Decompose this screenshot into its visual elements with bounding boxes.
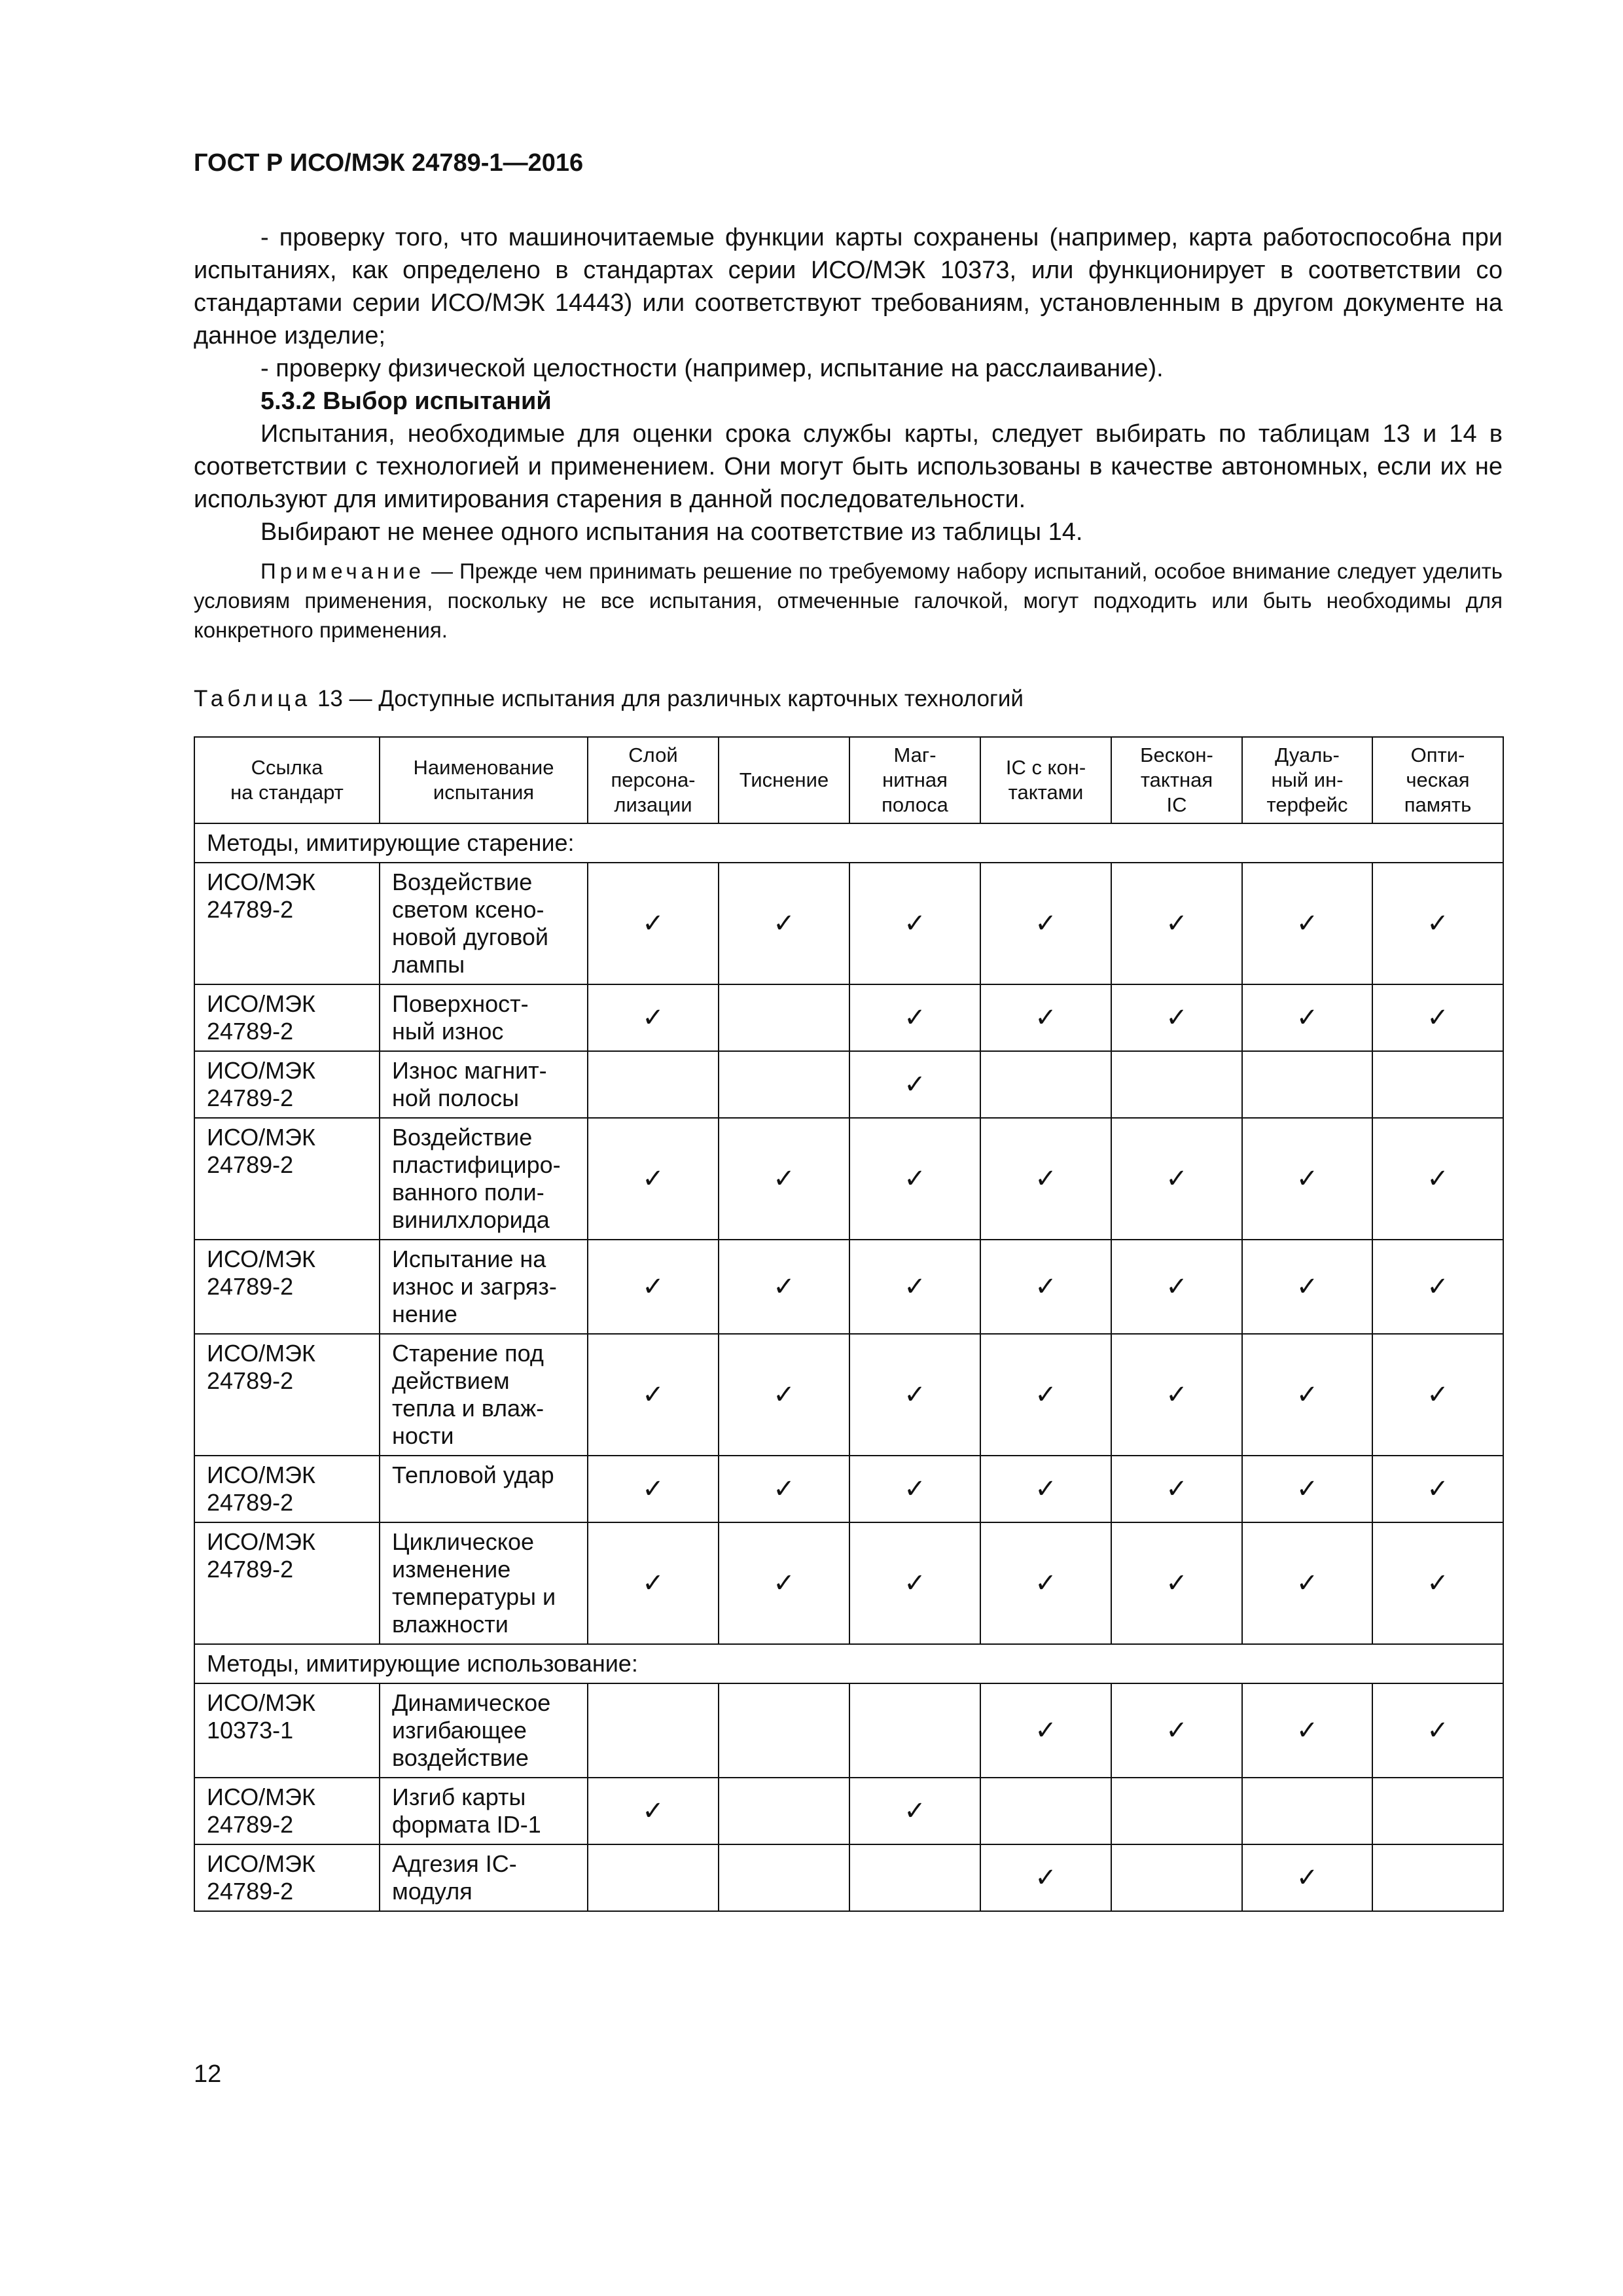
checkmark-icon: ✓: [642, 1164, 664, 1193]
check-cell: [719, 1844, 849, 1911]
group-header-row: [194, 823, 1503, 863]
column-header: [849, 737, 980, 823]
standard-reference-line: 24789-2: [207, 1085, 294, 1111]
check-cell: [1111, 1778, 1242, 1844]
column-header: [719, 737, 849, 823]
group-title: Методы, имитирующие использование:: [194, 1644, 1503, 1683]
standard-reference-cell: [194, 1683, 380, 1778]
column-header: [380, 737, 588, 823]
standard-reference-line: ИСО/МЭК: [207, 1784, 315, 1810]
check-cell: [849, 1522, 980, 1644]
check-cell: [1372, 1522, 1503, 1644]
checkmark-icon: ✓: [773, 909, 795, 938]
checkmark-icon: ✓: [1035, 1003, 1057, 1032]
standard-reference-line: 24789-2: [207, 1556, 294, 1583]
check-cell: [719, 1522, 849, 1644]
tests-table: [194, 736, 1504, 1912]
checkmark-icon: ✓: [1166, 1475, 1188, 1503]
checkmark-icon: ✓: [1166, 1164, 1188, 1193]
column-header: [980, 737, 1111, 823]
test-name-line: ванного поли-: [392, 1179, 544, 1206]
check-cell: [980, 1240, 1111, 1334]
table-caption: [194, 686, 1024, 712]
checkmark-icon: ✓: [1427, 1003, 1449, 1032]
standard-reference-cell: [194, 1456, 380, 1522]
test-name-cell: [380, 1051, 588, 1118]
checkmark-icon: ✓: [1296, 1164, 1319, 1193]
test-name-line: лампы: [392, 951, 465, 978]
column-header: [1111, 737, 1242, 823]
standard-reference-line: ИСО/МЭК: [207, 869, 315, 895]
checkmark-icon: ✓: [642, 909, 664, 938]
check-cell: [1242, 1522, 1372, 1644]
test-name-line: ности: [392, 1422, 454, 1449]
page-number: 12: [194, 2060, 222, 2088]
checkmark-icon: ✓: [904, 1272, 926, 1301]
column-header-line: IC: [1166, 793, 1187, 816]
checkmark-icon: ✓: [642, 1272, 664, 1301]
checkmark-icon: ✓: [904, 1797, 926, 1825]
checkmark-icon: ✓: [1166, 1003, 1188, 1032]
test-name-line: тепла и влаж-: [392, 1395, 544, 1422]
check-cell: [1372, 984, 1503, 1051]
checkmark-icon: ✓: [904, 1569, 926, 1598]
check-cell: [719, 1240, 849, 1334]
checkmark-icon: ✓: [904, 1070, 926, 1099]
check-cell: [849, 1334, 980, 1456]
check-cell: [849, 863, 980, 984]
check-cell: [719, 1118, 849, 1240]
test-name-cell: [380, 1118, 588, 1240]
column-header-line: ный ин-: [1271, 768, 1344, 791]
check-cell: [980, 1456, 1111, 1522]
column-header-line: Ссылка: [251, 756, 323, 779]
test-name-line: изгибающее: [392, 1717, 527, 1744]
test-name-line: Адгезия IC-: [392, 1850, 517, 1877]
group-title: Методы, имитирующие старение:: [194, 823, 1503, 863]
standard-reference-line: 24789-2: [207, 1367, 294, 1394]
table-row: [194, 984, 1503, 1051]
test-name-line: Износ магнит-: [392, 1057, 547, 1084]
standard-reference-cell: [194, 1778, 380, 1844]
checkmark-icon: ✓: [1166, 1716, 1188, 1745]
test-name-cell: [380, 863, 588, 984]
checkmark-icon: ✓: [773, 1380, 795, 1409]
note-label: Примечание: [260, 559, 425, 583]
checkmark-icon: ✓: [1166, 1569, 1188, 1598]
table-row: [194, 1456, 1503, 1522]
checkmark-icon: ✓: [1166, 1380, 1188, 1409]
test-name-line: Динамическое: [392, 1689, 551, 1716]
test-name-line: формата ID-1: [392, 1811, 541, 1838]
standard-reference-cell: [194, 984, 380, 1051]
checkmark-icon: ✓: [1296, 1272, 1319, 1301]
check-cell: [1372, 863, 1503, 984]
test-name-cell: [380, 984, 588, 1051]
check-cell: [588, 1778, 719, 1844]
checkmark-icon: ✓: [1427, 1164, 1449, 1193]
checkmark-icon: ✓: [1296, 909, 1319, 938]
check-cell: [1111, 1118, 1242, 1240]
standard-reference-line: ИСО/МЭК: [207, 1340, 315, 1367]
check-cell: [980, 984, 1111, 1051]
checkmark-icon: ✓: [904, 1475, 926, 1503]
standard-reference-line: ИСО/МЭК: [207, 1528, 315, 1555]
test-name-line: Старение под: [392, 1340, 544, 1367]
check-cell: [849, 1683, 980, 1778]
table-row: [194, 1334, 1503, 1456]
column-header-line: тактами: [1008, 781, 1084, 804]
column-header: [588, 737, 719, 823]
table-row: [194, 1118, 1503, 1240]
column-header-line: память: [1404, 793, 1472, 816]
standard-reference-line: 24789-2: [207, 1489, 294, 1516]
test-name-cell: [380, 1334, 588, 1456]
check-cell: [849, 1844, 980, 1911]
standard-reference-line: 24789-2: [207, 1273, 294, 1300]
check-cell: [719, 1778, 849, 1844]
paragraph-readability-check: - проверку того, что машиночитаемые функции карты сохранены (например, карта работоспособна при испытаниях, как определено в стандартах серии ИСО/МЭК 10373, или функционирует в соответствии со стандартами серии ИСО/МЭК 14443) или соответствуют требованиям, установленным в другом документе на данное изделие;: [194, 224, 1503, 350]
check-cell: [1111, 1334, 1242, 1456]
table-caption-text: 13 — Доступные испытания для различных карточных технологий: [311, 686, 1024, 711]
standard-reference-line: ИСО/МЭК: [207, 990, 315, 1017]
column-header-line: Маг-: [893, 744, 936, 766]
standard-reference-line: ИСО/МЭК: [207, 1124, 315, 1151]
check-cell: [849, 1051, 980, 1118]
column-header-line: IC с кон-: [1005, 756, 1086, 779]
checkmark-icon: ✓: [1427, 1272, 1449, 1301]
check-cell: [980, 1334, 1111, 1456]
paragraph-min-tests: Выбирают не менее одного испытания на соответствие из таблицы 14.: [260, 518, 1083, 546]
column-header-line: Опти-: [1410, 744, 1465, 766]
check-cell: [1111, 984, 1242, 1051]
table-row: [194, 1522, 1503, 1644]
standard-reference-cell: [194, 1118, 380, 1240]
column-header-line: Бескон-: [1140, 744, 1213, 766]
checkmark-icon: ✓: [1427, 1380, 1449, 1409]
checkmark-icon: ✓: [1035, 1380, 1057, 1409]
check-cell: [1372, 1844, 1503, 1911]
column-header-line: на стандарт: [230, 781, 344, 804]
table-caption-label: Таблица: [194, 686, 312, 711]
check-cell: [719, 863, 849, 984]
check-cell: [1372, 1334, 1503, 1456]
checkmark-icon: ✓: [1296, 1863, 1319, 1892]
checkmark-icon: ✓: [1035, 1164, 1057, 1193]
standard-reference-line: ИСО/МЭК: [207, 1057, 315, 1084]
test-name-line: пластифициро-: [392, 1151, 561, 1178]
checkmark-icon: ✓: [773, 1569, 795, 1598]
test-name-line: ный износ: [392, 1018, 504, 1045]
check-cell: [980, 1522, 1111, 1644]
standard-reference-cell: [194, 1240, 380, 1334]
check-cell: [719, 1051, 849, 1118]
column-header-line: полоса: [882, 793, 948, 816]
checkmark-icon: ✓: [1296, 1003, 1319, 1032]
standard-reference-line: ИСО/МЭК: [207, 1689, 315, 1716]
check-cell: [588, 1683, 719, 1778]
check-cell: [1111, 1844, 1242, 1911]
test-name-line: светом ксено-: [392, 896, 544, 923]
column-header-line: терфейс: [1266, 793, 1348, 816]
check-cell: [719, 984, 849, 1051]
test-name-line: нение: [392, 1300, 457, 1327]
standard-reference-line: 24789-2: [207, 1811, 294, 1838]
test-name-cell: [380, 1522, 588, 1644]
check-cell: [588, 1334, 719, 1456]
check-cell: [588, 1240, 719, 1334]
column-header: [1242, 737, 1372, 823]
checkmark-icon: ✓: [1296, 1380, 1319, 1409]
column-header-line: персона-: [611, 768, 696, 791]
check-cell: [849, 1240, 980, 1334]
check-cell: [1111, 863, 1242, 984]
check-cell: [588, 1118, 719, 1240]
check-cell: [1242, 1778, 1372, 1844]
check-cell: [1242, 863, 1372, 984]
test-name-line: воздействие: [392, 1744, 529, 1771]
body-text: [194, 221, 1503, 645]
check-cell: [849, 984, 980, 1051]
table-header-row: [194, 737, 1503, 823]
test-name-line: ной полосы: [392, 1085, 520, 1111]
column-header-line: лизации: [614, 793, 692, 816]
check-cell: [1111, 1683, 1242, 1778]
check-cell: [849, 1118, 980, 1240]
test-name-line: Воздействие: [392, 869, 533, 895]
check-cell: [1242, 1456, 1372, 1522]
checkmark-icon: ✓: [1427, 1716, 1449, 1745]
standard-reference-line: ИСО/МЭК: [207, 1462, 315, 1488]
checkmark-icon: ✓: [1296, 1569, 1319, 1598]
check-cell: [849, 1456, 980, 1522]
check-cell: [588, 863, 719, 984]
paragraph-test-selection: Испытания, необходимые для оценки срока службы карты, следует выбирать по таблицам 13 и 14 в соответствии с технологией и применением. Они могут быть использованы в качестве автономных, если их не используют для имитирования старения в данной последовательности.: [194, 420, 1503, 513]
check-cell: [1372, 1778, 1503, 1844]
checkmark-icon: ✓: [1166, 1272, 1188, 1301]
test-name-line: Поверхност-: [392, 990, 529, 1017]
checkmark-icon: ✓: [642, 1797, 664, 1825]
checkmark-icon: ✓: [904, 1164, 926, 1193]
column-header-line: Тиснение: [739, 768, 829, 791]
test-name-cell: [380, 1240, 588, 1334]
document-header: ГОСТ Р ИСО/МЭК 24789-1—2016: [194, 149, 584, 177]
check-cell: [588, 984, 719, 1051]
checkmark-icon: ✓: [642, 1475, 664, 1503]
paragraph-integrity-check: - проверку физической целостности (например, испытание на расслаивание).: [260, 355, 1164, 382]
note-text: — Прежде чем принимать решение по требуемому набору испытаний, особое внимание следует уделить условиям применения, поскольку не все испытания, отмеченные галочкой, могут подходить или быть необходимы для конкретного применения.: [194, 559, 1503, 642]
check-cell: [980, 1118, 1111, 1240]
column-header: [1372, 737, 1503, 823]
standard-reference-line: 24789-2: [207, 1018, 294, 1045]
checkmark-icon: ✓: [642, 1569, 664, 1598]
check-cell: [1372, 1051, 1503, 1118]
checkmark-icon: ✓: [773, 1272, 795, 1301]
column-header-line: ческая: [1406, 768, 1470, 791]
check-cell: [1242, 1844, 1372, 1911]
check-cell: [719, 1683, 849, 1778]
test-name-cell: [380, 1683, 588, 1778]
group-header-row: [194, 1644, 1503, 1683]
test-name-line: влажности: [392, 1611, 508, 1638]
check-cell: [1111, 1522, 1242, 1644]
checkmark-icon: ✓: [904, 1003, 926, 1032]
check-cell: [588, 1456, 719, 1522]
table-row: [194, 1844, 1503, 1911]
test-name-cell: [380, 1778, 588, 1844]
standard-reference-line: 10373-1: [207, 1717, 294, 1744]
table-row: [194, 1683, 1503, 1778]
column-header-line: Слой: [628, 744, 678, 766]
column-header: [194, 737, 380, 823]
column-header-line: нитная: [882, 768, 948, 791]
check-cell: [588, 1522, 719, 1644]
check-cell: [980, 1683, 1111, 1778]
table-row: [194, 1240, 1503, 1334]
check-cell: [1372, 1118, 1503, 1240]
section-heading: 5.3.2 Выбор испытаний: [260, 387, 552, 415]
check-cell: [1111, 1240, 1242, 1334]
checkmark-icon: ✓: [642, 1380, 664, 1409]
test-name-line: Циклическое: [392, 1528, 534, 1555]
test-name-line: Воздействие: [392, 1124, 533, 1151]
checkmark-icon: ✓: [1427, 1569, 1449, 1598]
check-cell: [980, 1051, 1111, 1118]
check-cell: [1242, 1240, 1372, 1334]
column-header-line: Наименование: [413, 756, 554, 779]
check-cell: [849, 1778, 980, 1844]
test-name-line: температуры и: [392, 1583, 556, 1610]
checkmark-icon: ✓: [1035, 1716, 1057, 1745]
check-cell: [1372, 1456, 1503, 1522]
test-name-line: износ и загряз-: [392, 1273, 557, 1300]
check-cell: [1111, 1051, 1242, 1118]
table-row: [194, 863, 1503, 984]
checkmark-icon: ✓: [642, 1003, 664, 1032]
checkmark-icon: ✓: [1035, 1569, 1057, 1598]
checkmark-icon: ✓: [773, 1164, 795, 1193]
check-cell: [588, 1051, 719, 1118]
test-name-line: Изгиб карты: [392, 1784, 526, 1810]
test-name-line: Тепловой удар: [392, 1462, 554, 1488]
test-name-line: новой дуговой: [392, 924, 548, 950]
test-name-line: модуля: [392, 1878, 473, 1905]
check-cell: [719, 1334, 849, 1456]
column-header-line: испытания: [433, 781, 535, 804]
standard-reference-cell: [194, 1334, 380, 1456]
column-header-line: Дуаль-: [1275, 744, 1340, 766]
standard-reference-cell: [194, 1844, 380, 1911]
standard-reference-line: ИСО/МЭК: [207, 1850, 315, 1877]
standard-reference-line: 24789-2: [207, 1878, 294, 1905]
checkmark-icon: ✓: [1035, 909, 1057, 938]
check-cell: [588, 1844, 719, 1911]
standard-reference-cell: [194, 1051, 380, 1118]
checkmark-icon: ✓: [904, 1380, 926, 1409]
standard-reference-line: ИСО/МЭК: [207, 1246, 315, 1272]
test-name-cell: [380, 1456, 588, 1522]
checkmark-icon: ✓: [1035, 1863, 1057, 1892]
checkmark-icon: ✓: [773, 1475, 795, 1503]
check-cell: [1372, 1240, 1503, 1334]
test-name-line: изменение: [392, 1556, 511, 1583]
checkmark-icon: ✓: [1035, 1272, 1057, 1301]
check-cell: [1242, 1051, 1372, 1118]
check-cell: [1111, 1456, 1242, 1522]
table-row: [194, 1778, 1503, 1844]
check-cell: [1372, 1683, 1503, 1778]
check-cell: [980, 1778, 1111, 1844]
check-cell: [1242, 1683, 1372, 1778]
check-cell: [1242, 1334, 1372, 1456]
test-name-line: действием: [392, 1367, 510, 1394]
column-header-line: тактная: [1140, 768, 1213, 791]
checkmark-icon: ✓: [904, 909, 926, 938]
test-name-line: Испытание на: [392, 1246, 546, 1272]
note-paragraph: [194, 556, 1503, 645]
test-name-cell: [380, 1844, 588, 1911]
check-cell: [980, 1844, 1111, 1911]
checkmark-icon: ✓: [1035, 1475, 1057, 1503]
standard-reference-line: 24789-2: [207, 1151, 294, 1178]
checkmark-icon: ✓: [1296, 1475, 1319, 1503]
standard-reference-cell: [194, 863, 380, 984]
checkmark-icon: ✓: [1296, 1716, 1319, 1745]
table-row: [194, 1051, 1503, 1118]
check-cell: [1242, 1118, 1372, 1240]
checkmark-icon: ✓: [1427, 909, 1449, 938]
check-cell: [719, 1456, 849, 1522]
check-cell: [980, 863, 1111, 984]
test-name-line: винилхлорида: [392, 1206, 550, 1233]
check-cell: [1242, 984, 1372, 1051]
standard-reference-cell: [194, 1522, 380, 1644]
standard-reference-line: 24789-2: [207, 896, 294, 923]
checkmark-icon: ✓: [1427, 1475, 1449, 1503]
checkmark-icon: ✓: [1166, 909, 1188, 938]
